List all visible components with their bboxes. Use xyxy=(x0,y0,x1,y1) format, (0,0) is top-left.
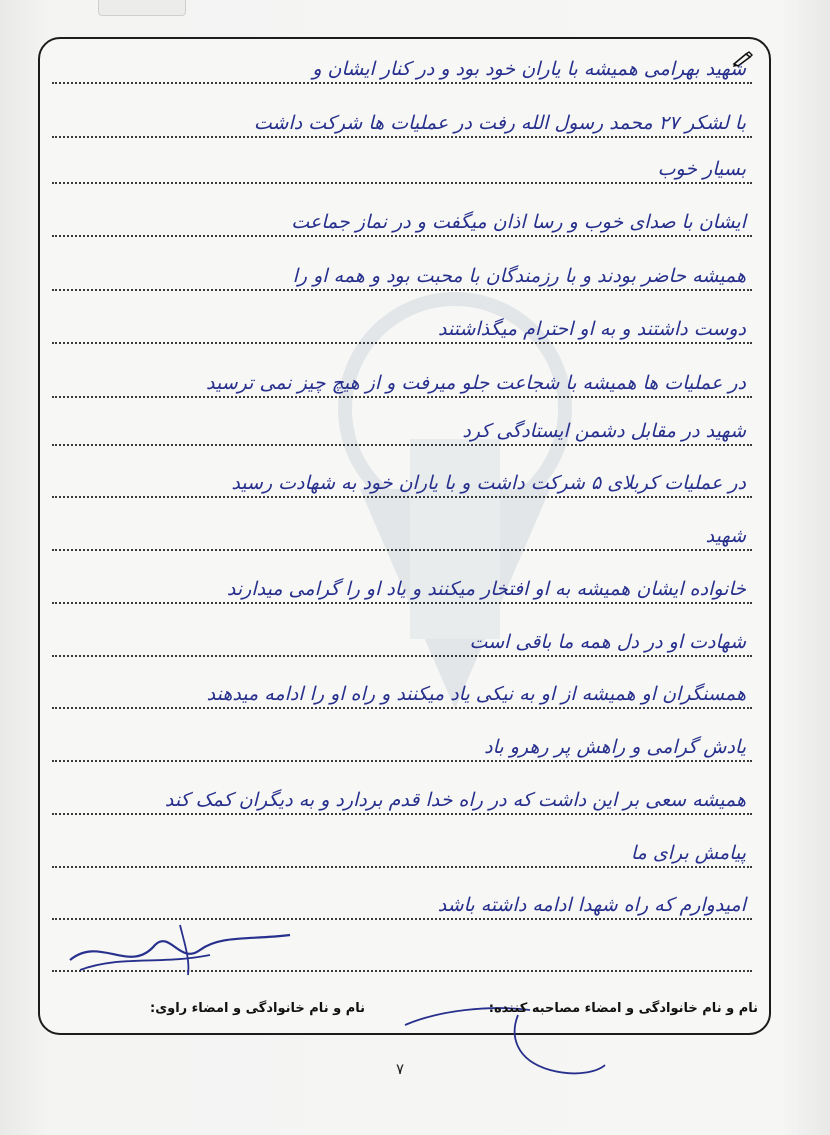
handwritten-text: با لشکر ۲۷ محمد رسول الله رفت در عملیات ها شرکت داشت xyxy=(253,112,746,134)
line-row xyxy=(52,290,752,344)
line-row xyxy=(52,708,752,762)
handwritten-text: دوست داشتند و به او احترام میگذاشتند xyxy=(438,318,746,340)
handwritten-text: در عملیات ها همیشه با شجاعت جلو میرفت و از هیچ چیز نمی ترسید xyxy=(206,372,746,394)
handwritten-text: شهید بهرامی همیشه با یاران خود بود و در کنار ایشان و xyxy=(312,58,746,80)
narrator-signature xyxy=(60,915,300,985)
line-row xyxy=(52,761,752,815)
line-row xyxy=(52,183,752,237)
line-row xyxy=(52,814,752,868)
line-row xyxy=(52,237,752,291)
narrator-signature-label: نام و نام خانوادگی و امضاء راوی: xyxy=(150,1001,365,1016)
line-row xyxy=(52,497,752,551)
handwritten-text: امیدوارم که راه شهدا ادامه داشته باشد xyxy=(437,894,746,916)
handwritten-text: همیشه حاضر بودند و با رزمندگان با محبت بود و همه او را xyxy=(292,265,746,287)
line-row xyxy=(52,550,752,604)
top-tab-mark xyxy=(98,0,186,16)
line-row xyxy=(52,392,752,446)
handwritten-text: ایشان با صدای خوب و رسا اذان میگفت و در نماز جماعت xyxy=(291,211,746,233)
handwritten-text: شهادت او در دل همه ما باقی است xyxy=(469,631,746,653)
handwritten-text: پیامش برای ما xyxy=(630,842,746,864)
line-row xyxy=(52,866,752,920)
handwritten-text: همیشه سعی بر این داشت که در راه خدا قدم بردارد و به دیگران کمک کند xyxy=(164,789,746,811)
handwritten-text: شهید xyxy=(705,525,746,547)
handwritten-text: بسیار خوب xyxy=(657,158,746,180)
handwritten-text: شهید در مقابل دشمن ایستادگی کرد xyxy=(462,420,746,442)
page-number: ۷ xyxy=(396,1060,405,1078)
line-row xyxy=(52,130,752,184)
interviewer-signature-label: نام و نام خانوادگی و امضاء مصاحبه کننده: xyxy=(488,1001,758,1016)
handwritten-text: همسنگران او همیشه از او به نیکی یاد میکنند و راه او را ادامه میدهند xyxy=(206,683,746,705)
line-row xyxy=(52,30,752,84)
line-row xyxy=(52,344,752,398)
line-row xyxy=(52,444,752,498)
handwritten-text: در عملیات کربلای ۵ شرکت داشت و با یاران خود به شهادت رسید xyxy=(231,472,746,494)
handwritten-text: خانواده ایشان همیشه به او افتخار میکنند و یاد او را گرامی میدارند xyxy=(226,578,746,600)
line-row xyxy=(52,603,752,657)
line-row xyxy=(52,655,752,709)
handwritten-text: یادش گرامی و راهش پر رهرو باد xyxy=(484,736,746,758)
